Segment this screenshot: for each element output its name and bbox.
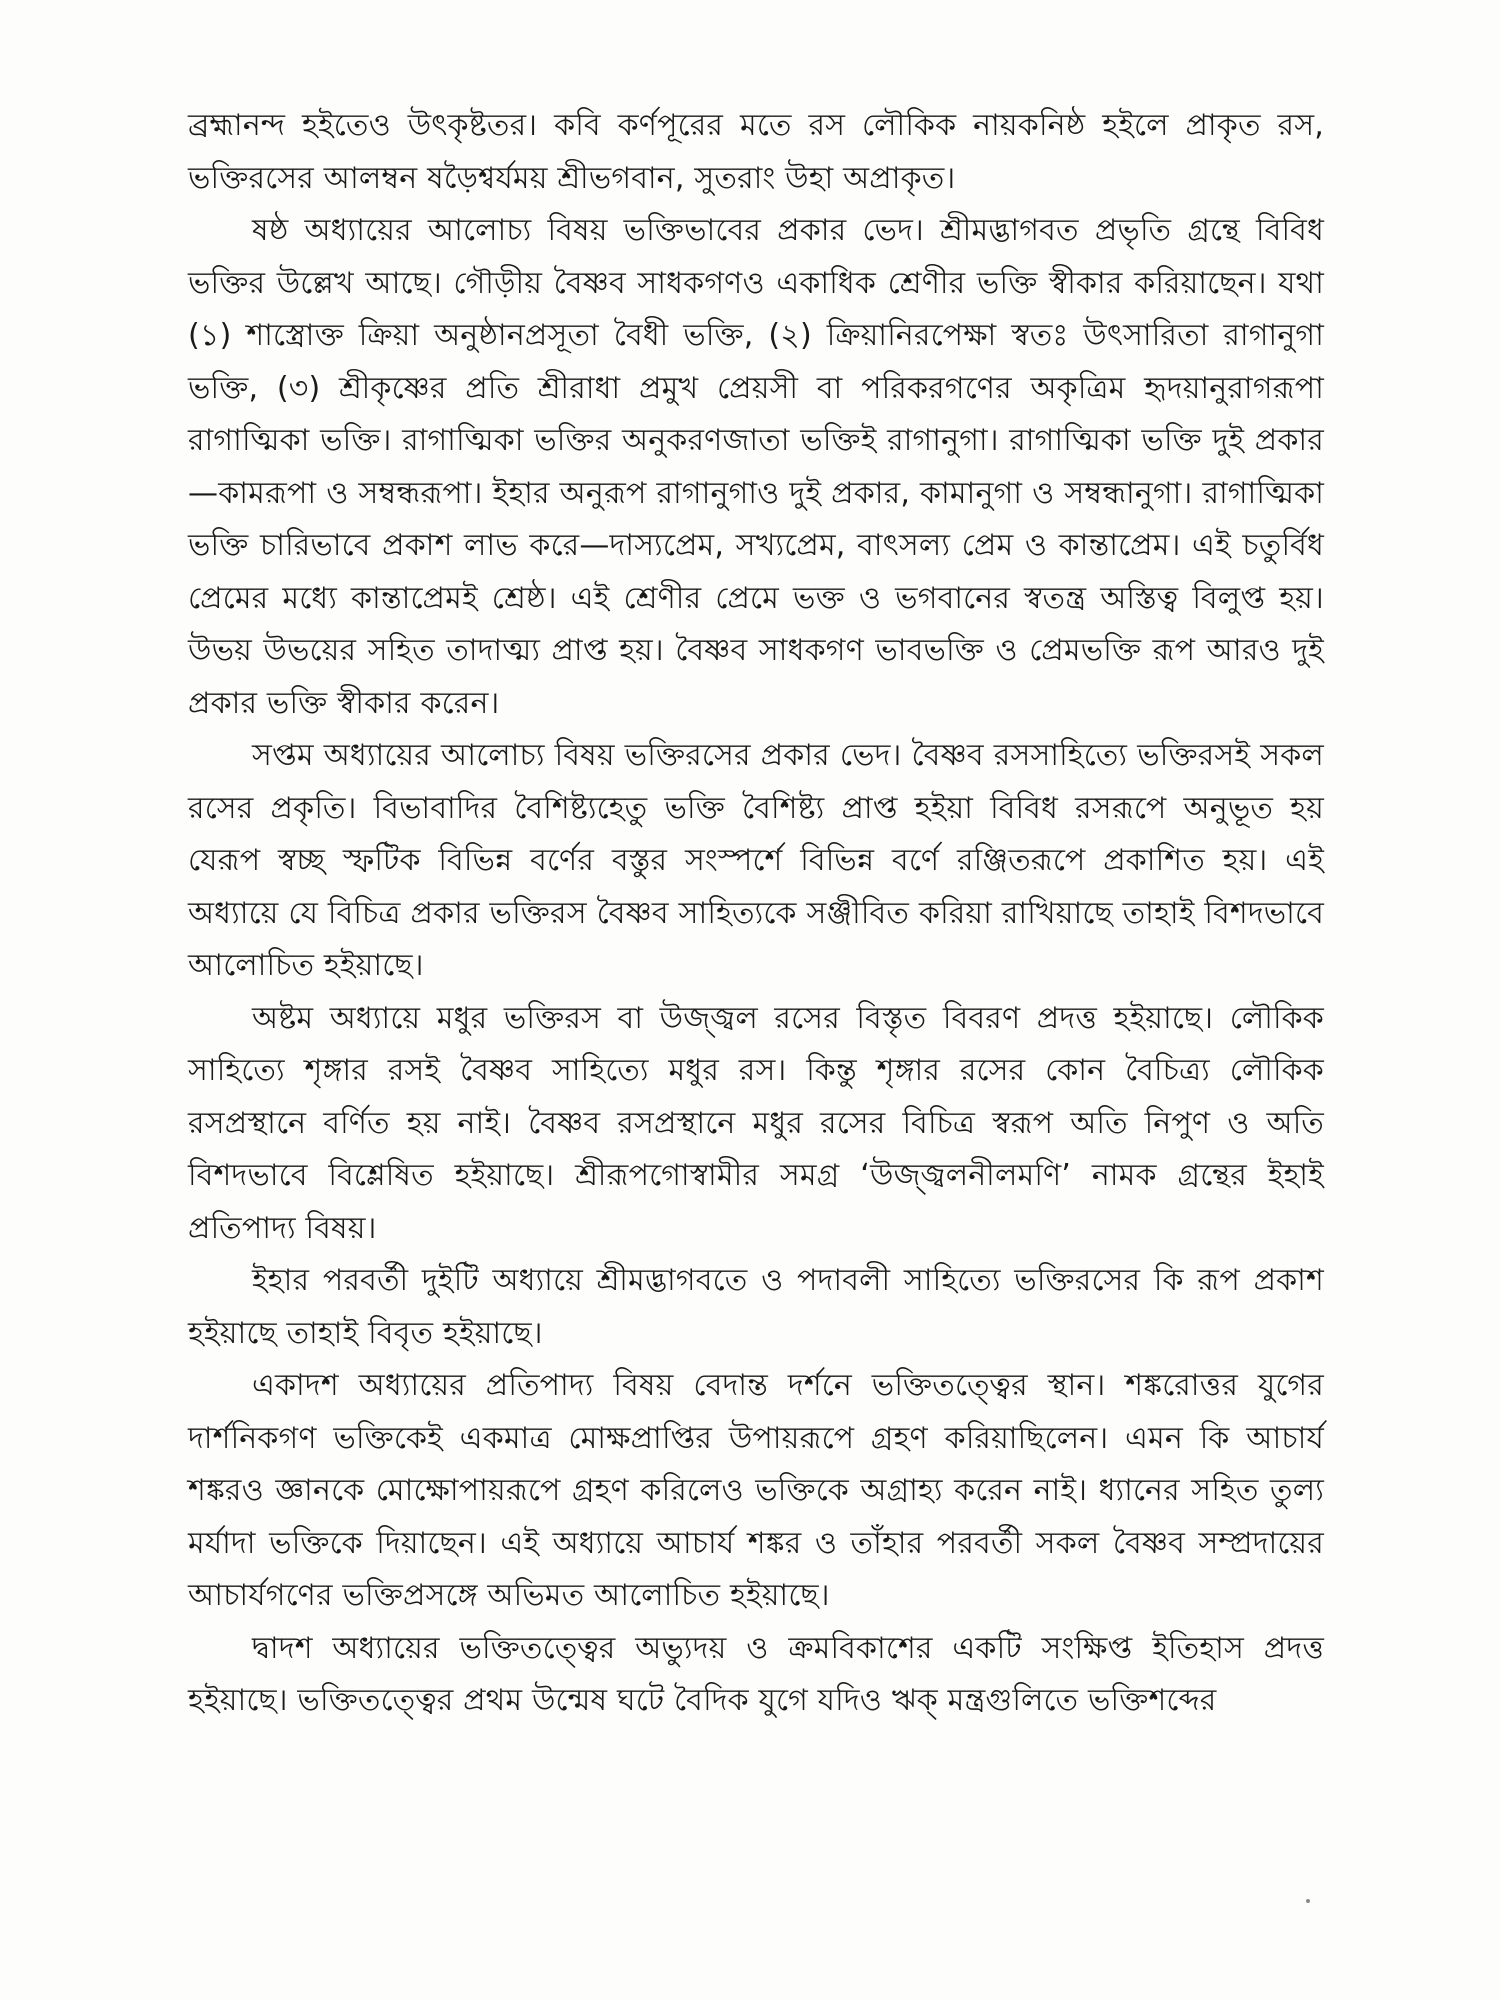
body-text xyxy=(188,100,1324,1728)
paragraph-chapter-seven: সপ্তম অধ্যায়ের আলোচ্য বিষয় ভক্তিরসের প্রকার ভেদ। বৈষ্ণব রসসাহিত্যে ভক্তিরসই সকল রসের প্রকৃতি। বিভাবাদির বৈশিষ্ট্যহেতু ভক্তি বৈশিষ্ট্য প্রাপ্ত হইয়া বিবিধ রসরূপে অনুভূত হয় যেরূপ স্বচ্ছ স্ফটিক বিভিন্ন বর্ণের বস্তুর সংস্পর্শে বিভিন্ন বর্ণে রঞ্জিতরূপে প্রকাশিত হয়। এই অধ্যায়ে যে বিচিত্র প্রকার ভক্তিরস বৈষ্ণব সাহিত্যকে সঞ্জীবিত করিয়া রাখিয়াছে তাহাই বিশদভাবে আলোচিত হইয়াছে। xyxy=(188,738,1324,983)
paragraph-continuation: ব্রহ্মানন্দ হইতেও উৎকৃষ্টতর। কবি কর্ণপূরের মতে রস লৌকিক নায়কনিষ্ঠ হইলে প্রাকৃত রস, ভক্তিরসের আলম্বন ষড়ৈশ্বর্যময় শ্রীভগবান, সুতরাং উহা অপ্রাকৃত। xyxy=(188,108,1324,196)
scan-speck xyxy=(1306,1899,1310,1903)
paragraph-chapter-eleven: একাদশ অধ্যায়ের প্রতিপাদ্য বিষয় বেদান্ত দর্শনে ভক্তিতত্ত্বের স্থান। শঙ্করোত্তর যুগের দার্শনিকগণ ভক্তিকেই একমাত্র মোক্ষপ্রাপ্তির উপায়রূপে গ্রহণ করিয়াছিলেন। এমন কি আচার্য শঙ্করও জ্ঞানকে মোক্ষোপায়রূপে গ্রহণ করিলেও ভক্তিকে অগ্রাহ্য করেন নাই। ধ্যানের সহিত তুল্য মর্যাদা ভক্তিকে দিয়াছেন। এই অধ্যায়ে আচার্য শঙ্কর ও তাঁহার পরবর্তী সকল বৈষ্ণব সম্প্রদায়ের আচার্যগণের ভক্তিপ্রসঙ্গে অভিমত আলোচিত হইয়াছে। xyxy=(188,1368,1324,1613)
paragraph-chapter-eight: অষ্টম অধ্যায়ে মধুর ভক্তিরস বা উজ্জ্বল রসের বিস্তৃত বিবরণ প্রদত্ত হইয়াছে। লৌকিক সাহিত্যে শৃঙ্গার রসই বৈষ্ণব সাহিত্যে মধুর রস। কিন্তু শৃঙ্গার রসের কোন বৈচিত্র্য লৌকিক রসপ্রস্থানে বর্ণিত হয় নাই। বৈষ্ণব রসপ্রস্থানে মধুর রসের বিচিত্র স্বরূপ অতি নিপুণ ও অতি বিশদভাবে বিশ্লেষিত হইয়াছে। শ্রীরূপগোস্বামীর সমগ্র ‘উজ্জ্বলনীলমণি’ নামক গ্রন্থের ইহাই প্রতিপাদ্য বিষয়। xyxy=(188,1000,1324,1246)
paragraph-chapters-nine-ten: ইহার পরবর্তী দুইটি অধ্যায়ে শ্রীমদ্ভাগবতে ও পদাবলী সাহিত্যে ভক্তিরসের কি রূপ প্রকাশ হইয়াছে তাহাই বিবৃত হইয়াছে। xyxy=(188,1263,1324,1351)
paragraph-chapter-twelve: দ্বাদশ অধ্যায়ের ভক্তিতত্ত্বের অভ্যুদয় ও ক্রমবিকাশের একটি সংক্ষিপ্ত ইতিহাস প্রদত্ত হইয়াছে। ভক্তিতত্ত্বের প্রথম উন্মেষ ঘটে বৈদিক যুগে যদিও ঋক্ মন্ত্রগুলিতে ভক্তিশব্দের xyxy=(188,1630,1324,1718)
paragraph-chapter-six: ষষ্ঠ অধ্যায়ের আলোচ্য বিষয় ভক্তিভাবের প্রকার ভেদ। শ্রীমদ্ভাগবত প্রভৃতি গ্রন্থে বিবিধ ভক্তির উল্লেখ আছে। গৌড়ীয় বৈষ্ণব সাধকগণও একাধিক শ্রেণীর ভক্তি স্বীকার করিয়াছেন। যথা (১) শাস্ত্রোক্ত ক্রিয়া অনুষ্ঠানপ্রসূতা বৈধী ভক্তি, (২) ক্রিয়ানিরপেক্ষা স্বতঃ উৎসারিতা রাগানুগা ভক্তি, (৩) শ্রীকৃষ্ণের প্রতি শ্রীরাধা প্রমুখ প্রেয়সী বা পরিকরগণের অকৃত্রিম হৃদয়ানুরাগরূপা রাগাত্মিকা ভক্তি। রাগাত্মিকা ভক্তির অনুকরণজাতা ভক্তিই রাগানুগা। রাগাত্মিকা ভক্তি দুই প্রকার—কামরূপা ও সম্বন্ধরূপা। ইহার অনুরূপ রাগানুগাও দুই প্রকার, কামানুগা ও সম্বন্ধানুগা। রাগাত্মিকা ভক্তি চারিভাবে প্রকাশ লাভ করে—দাস্যপ্রেম, সখ্যপ্রেম, বাৎসল্য প্রেম ও কান্তাপ্রেম। এই চতুর্বিধ প্রেমের মধ্যে কান্তাপ্রেমই শ্রেষ্ঠ। এই শ্রেণীর প্রেমে ভক্ত ও ভগবানের স্বতন্ত্র অস্তিত্ব বিলুপ্ত হয়। উভয় উভয়ের সহিত তাদাত্ম্য প্রাপ্ত হয়। বৈষ্ণব সাধকগণ ভাবভক্তি ও প্রেমভক্তি রূপ আরও দুই প্রকার ভক্তি স্বীকার করেন। xyxy=(188,213,1324,721)
